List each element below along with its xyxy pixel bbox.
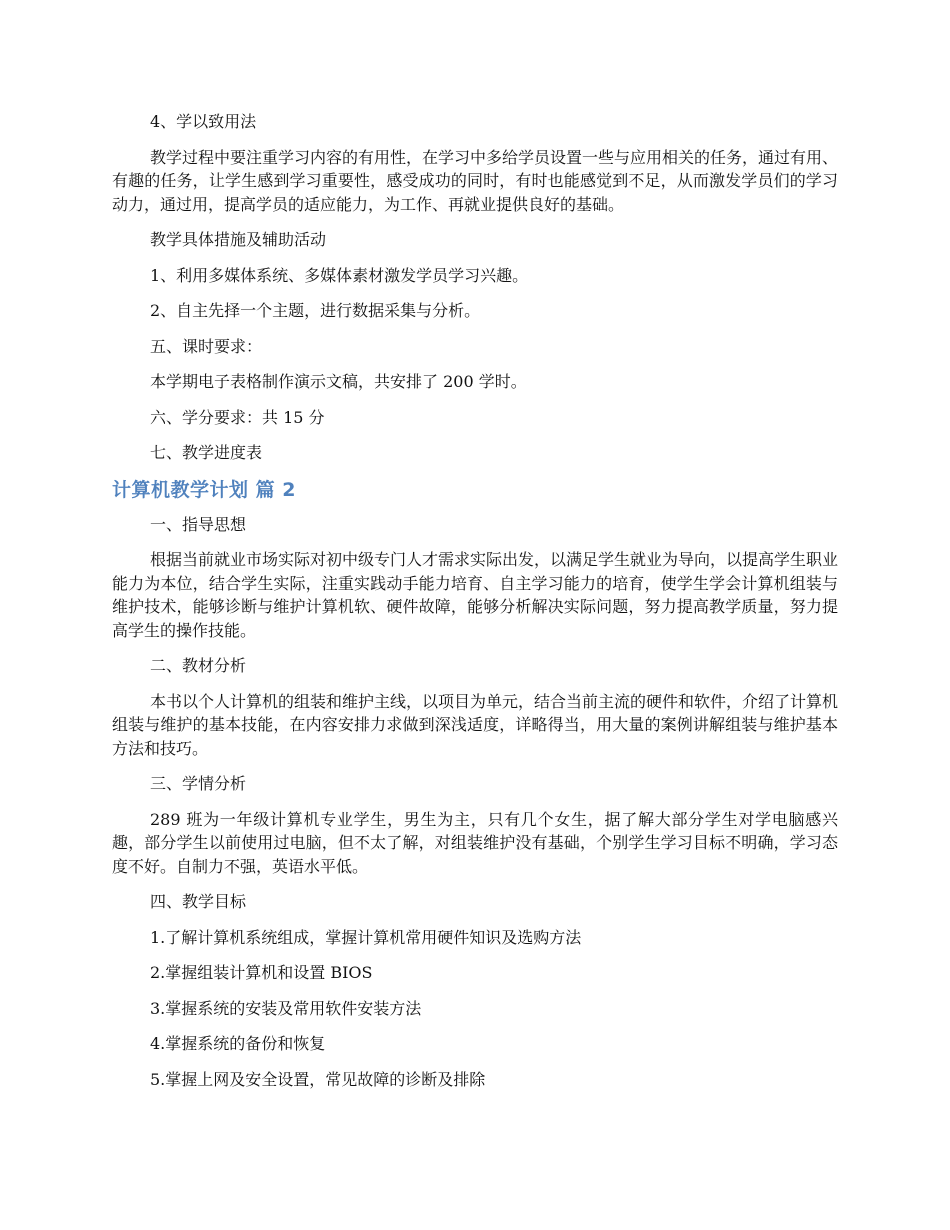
paragraph-measure-1: 1、利用多媒体系统、多媒体素材激发学员学习兴趣。 [150,265,529,285]
paragraph-hours-title: 五、课时要求： [150,336,263,356]
paragraph-goal-5: 5.掌握上网及安全设置，常见故障的诊断及排除 [150,1069,486,1089]
paragraph-schedule-title: 七、教学进度表 [150,443,263,462]
section-heading: 计算机教学计划 篇 2 [112,478,296,501]
paragraph-measures-title: 教学具体措施及辅助活动 [150,230,327,249]
paragraph-students-title: 三、学情分析 [150,774,247,793]
paragraph-method-4: 4、学以致用法 [150,112,257,131]
paragraph-method-4-body: 教学过程中要注重学习内容的有用性，在学习中多给学员设置一些与应用相关的任务，通过有用、有趣的任务，让学生感到学习重要性，感受成功的同时，有时也能感觉到不足，从而激发学员们的学习动力，通过用，提高学员的适应能力，为工作、再就业提供良好的基础。 [112,147,839,214]
paragraph-hours-body: 本学期电子表格制作演示文稿，共安排了 200 学时。 [150,372,527,391]
paragraph-goal-1: 1.了解计算机系统组成，掌握计算机常用硬件知识及选购方法 [150,927,582,947]
paragraph-credits: 六、学分要求：共 15 分 [150,407,325,427]
paragraph-guiding-body: 根据当前就业市场实际对初中级专门人才需求实际出发，以满足学生就业为导向，以提高学生职业能力为本位，结合学生实际，注重实践动手能力培育、自主学习能力的培育，使学生学会计算机组装与维护技术，能够诊断与维护计算机软、硬件故障，能够分析解决实际问题，努力提高教学质量，努力提高学生的操作技能。 [112,550,839,640]
paragraph-goal-3: 3.掌握系统的安装及常用软件安装方法 [150,998,422,1018]
paragraph-guiding-title: 一、指导思想 [150,514,247,534]
paragraph-textbook-body: 本书以个人计算机的组装和维护主线，以项目为单元，结合当前主流的硬件和软件，介绍了计算机组装与维护的基本技能，在内容安排力求做到深浅适度，详略得当，用大量的案例讲解组装与维护基本方法和技巧。 [112,691,839,758]
paragraph-goals-title: 四、教学目标 [150,892,247,911]
paragraph-goal-2: 2.掌握组装计算机和设置 BIOS [150,963,373,982]
paragraph-textbook-title: 二、教材分析 [150,656,247,675]
paragraph-measure-2: 2、自主先择一个主题，进行数据采集与分析。 [150,301,481,320]
paragraph-students-body: 289 班为一年级计算机专业学生，男生为主，只有几个女生，据了解大部分学生对学电脑感兴趣，部分学生以前使用过电脑，但不太了解，对组装维护没有基础，个别学生学习目标不明确，学习态度不好。自制力不强，英语水平低。 [112,809,838,876]
paragraph-goal-4: 4.掌握系统的备份和恢复 [150,1034,326,1053]
document-page [112,110,838,1103]
